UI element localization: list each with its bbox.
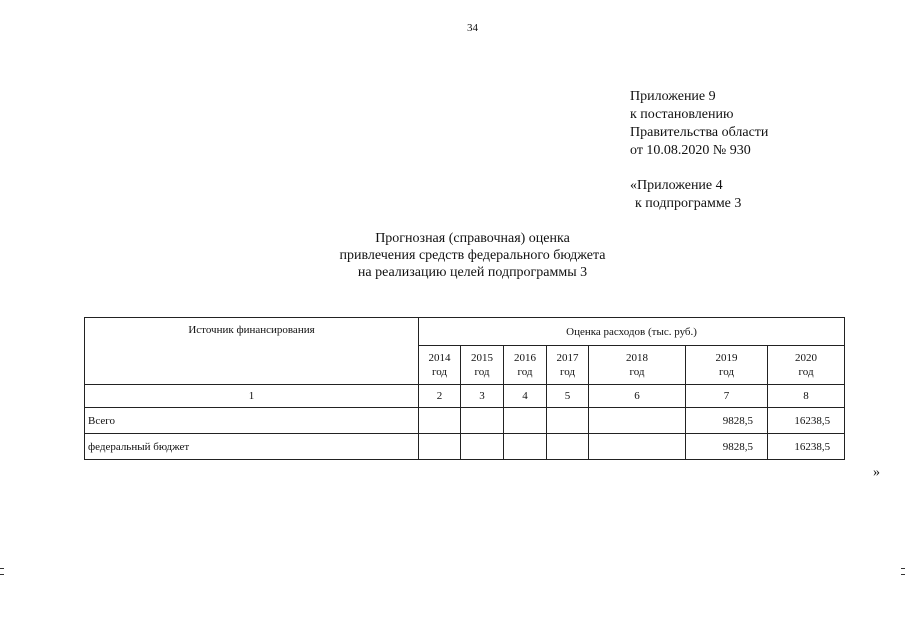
year-header bbox=[589, 346, 686, 385]
appendix-quote-line: к подпрограмме 3 bbox=[635, 196, 742, 211]
year-value: 2016 bbox=[514, 352, 536, 364]
table-cell bbox=[504, 408, 547, 434]
table-cell bbox=[589, 408, 686, 434]
column-number: 6 bbox=[589, 385, 686, 408]
title-line: на реализацию целей подпрограммы 3 bbox=[357, 265, 588, 280]
table-cell: 9828,5 bbox=[686, 408, 768, 434]
year-unit: год bbox=[718, 366, 735, 378]
funding-table bbox=[84, 317, 845, 460]
column-number: 7 bbox=[686, 385, 768, 408]
year-unit: год bbox=[474, 366, 490, 378]
table-cell bbox=[547, 408, 589, 434]
year-header bbox=[504, 346, 547, 385]
column-number: 5 bbox=[547, 385, 589, 408]
appendix-line: к постановлению bbox=[630, 107, 734, 122]
header-source: Источник финансирования bbox=[85, 318, 419, 385]
year-value: 2019 bbox=[715, 352, 738, 364]
appendix-line: Приложение 9 bbox=[630, 89, 716, 104]
table-row bbox=[85, 434, 845, 460]
year-unit: год bbox=[559, 366, 576, 378]
year-header bbox=[419, 346, 461, 385]
year-unit: год bbox=[431, 366, 448, 378]
table-cell bbox=[461, 434, 504, 460]
table-cell bbox=[547, 434, 589, 460]
document-title bbox=[300, 230, 645, 281]
year-value: 2017 bbox=[556, 352, 579, 364]
year-value: 2015 bbox=[471, 352, 493, 364]
column-number: 2 bbox=[419, 385, 461, 408]
column-number: 3 bbox=[461, 385, 504, 408]
table-row bbox=[85, 408, 845, 434]
year-header bbox=[768, 346, 845, 385]
appendix-line: Правительства области bbox=[630, 125, 769, 140]
table-cell bbox=[461, 408, 504, 434]
table-cell bbox=[419, 408, 461, 434]
table-cell bbox=[589, 434, 686, 460]
table-cell bbox=[419, 434, 461, 460]
row-label: Всего bbox=[85, 408, 419, 434]
table-cell: 16238,5 bbox=[768, 408, 845, 434]
year-value: 2020 bbox=[795, 352, 818, 364]
appendix-quote-reference bbox=[630, 177, 741, 213]
title-line: привлечения средств федерального бюджета bbox=[339, 248, 606, 263]
year-header bbox=[686, 346, 768, 385]
margin-mark bbox=[901, 568, 905, 575]
column-number: 8 bbox=[768, 385, 845, 408]
column-number: 1 bbox=[85, 385, 419, 408]
closing-quote: » bbox=[873, 465, 880, 480]
page-number: 34 bbox=[467, 22, 478, 34]
year-unit: год bbox=[798, 366, 814, 378]
year-unit: год bbox=[517, 366, 533, 378]
table-cell bbox=[504, 434, 547, 460]
year-value: 2014 bbox=[428, 352, 451, 364]
appendix-line: от 10.08.2020 № 930 bbox=[630, 143, 751, 158]
year-header bbox=[547, 346, 589, 385]
year-header bbox=[461, 346, 504, 385]
appendix-reference bbox=[630, 88, 768, 160]
title-line: Прогнозная (справочная) оценка bbox=[375, 231, 570, 246]
row-label: федеральный бюджет bbox=[85, 434, 419, 460]
header-estimate: Оценка расходов (тыс. руб.) bbox=[419, 318, 845, 346]
margin-mark bbox=[0, 568, 4, 575]
year-unit: год bbox=[629, 366, 645, 378]
year-value: 2018 bbox=[626, 352, 648, 364]
column-number: 4 bbox=[504, 385, 547, 408]
table-cell: 9828,5 bbox=[686, 434, 768, 460]
table-cell: 16238,5 bbox=[768, 434, 845, 460]
appendix-quote-line: «Приложение 4 bbox=[630, 178, 723, 193]
